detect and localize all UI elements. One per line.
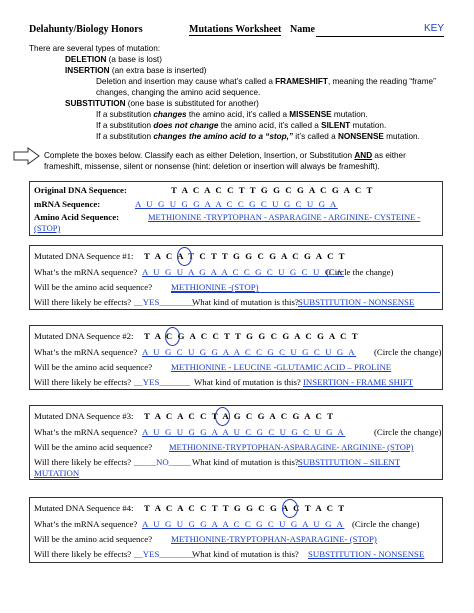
answer-underline <box>171 292 440 293</box>
substitution-def: SUBSTITUTION (one base is substituted for another) <box>65 99 259 108</box>
mutation-4-label: Mutated DNA Sequence #4: <box>34 503 134 513</box>
name-field[interactable] <box>316 24 444 37</box>
name-label: Name <box>290 24 315 35</box>
mrna-question: What’s the mRNA sequence? <box>34 519 138 529</box>
mutation-4-kind[interactable]: SUBSTITUTION - NONSENSE <box>308 549 425 559</box>
nonsense-def: If a substitution changes the amino acid to a “stop,” it’s called a NONSENSE mutation. <box>96 132 420 141</box>
mutation-1-box <box>29 245 443 310</box>
mutation-3-effect[interactable]: _____NO_____ <box>134 457 191 467</box>
effects-question: Will there likely be effects? <box>34 297 132 307</box>
name-value: KEY <box>423 23 444 34</box>
mutation-4-box <box>29 497 443 563</box>
amino-acid-question: Will be the amino acid sequence? <box>34 534 153 544</box>
amino-acid-label: Amino Acid Sequence: <box>34 212 120 222</box>
original-mrna[interactable]: A U G U G G A A C C G C U G C U G A <box>135 199 338 209</box>
effects-question: Will there likely be effects? <box>34 457 132 467</box>
change-circle <box>177 247 192 266</box>
mutation-4-effect[interactable]: __YES________ <box>134 549 195 559</box>
circle-hint: (Circle the change) <box>374 347 442 357</box>
mutation-3-kind[interactable]: SUBSTITUTION – SILENT <box>298 457 401 467</box>
kind-question: What kind of mutation is this? <box>194 377 301 387</box>
silent-def: If a substitution does not change the amino acid, it’s called a SILENT mutation. <box>96 121 387 130</box>
circle-hint: (Circle the change) <box>352 519 420 529</box>
original-dna-label: Original DNA Sequence: <box>34 185 127 195</box>
circle-hint: (Circle the change) <box>374 427 442 437</box>
mutation-2-effect[interactable]: __YES_______ <box>134 377 191 387</box>
insertion-def: INSERTION (an extra base is inserted) <box>65 66 207 75</box>
amino-acid-question: Will be the amino acid sequence? <box>34 282 153 292</box>
frameshift-def-cont: changes, changing the amino acid sequence. <box>96 88 261 97</box>
change-circle <box>282 499 298 518</box>
mutation-4-dna: T A C A C C T T G G C G A C T A C T <box>144 503 346 513</box>
mutation-3-amino-acids[interactable]: METHIONINE-TRYPTOPHAN-ASPARAGINE- ARGININE- (STOP) <box>169 442 414 452</box>
mutation-1-mrna[interactable]: A U G U A G A A C C G C U G C U G A <box>142 267 344 277</box>
mutation-2-box <box>29 325 443 390</box>
original-amino-acids[interactable]: METHIONINE -TRYPTOPHAN - ASPARAGINE - ARGININE- CYSTEINE - <box>148 212 421 222</box>
kind-question: What kind of mutation is this? <box>192 297 299 307</box>
mutation-3-box <box>29 405 443 480</box>
mutation-1-dna: T A C A T C T T G G C G A C G A C T <box>144 251 347 261</box>
circle-hint: (Circle the change) <box>326 267 394 277</box>
mutation-2-amino-acids[interactable]: METHIONINE - LEUCINE -GLUTAMIC ACID – PROLINE <box>171 362 392 372</box>
mrna-question: What’s the mRNA sequence? <box>34 267 138 277</box>
deletion-def: DELETION (a base is lost) <box>65 55 162 64</box>
mutation-2-label: Mutated DNA Sequence #2: <box>34 331 134 341</box>
mutation-1-label: Mutated DNA Sequence #1: <box>34 251 134 261</box>
mrna-question: What’s the mRNA sequence? <box>34 427 138 437</box>
intro-line: There are several types of mutation: <box>29 44 161 53</box>
course-label: Delahunty/Biology Honors <box>29 24 143 35</box>
amino-acid-question: Will be the amino acid sequence? <box>34 442 153 452</box>
amino-acid-question: Will be the amino acid sequence? <box>34 362 153 372</box>
effects-question: Will there likely be effects? <box>34 377 132 387</box>
effects-question: Will there likely be effects? <box>34 549 132 559</box>
instructions: Complete the boxes below. Classify each as either Deletion, Insertion, or Substitution AND as either <box>44 151 406 160</box>
arrow-right-icon <box>13 147 41 165</box>
kind-question: What kind of mutation is this? <box>192 549 299 559</box>
instructions-cont: frameshift, missense, silent or nonsense (hint: deletion or insertion will always be frameshift). <box>44 162 380 171</box>
missense-def: If a substitution changes the amino acid, it’s called a MISSENSE mutation. <box>96 110 368 119</box>
change-circle <box>165 327 180 346</box>
frameshift-def: Deletion and insertion may cause what’s called a FRAMESHIFT, meaning the reading “frame” <box>96 77 436 86</box>
mutation-2-dna: T A C G A C C T T G G C G A C G A C T <box>144 331 360 341</box>
mutation-3-kind-cont[interactable]: MUTATION <box>34 468 80 478</box>
mutation-4-mrna[interactable]: A U G U G G A A C C G C U G A U G A <box>142 519 345 529</box>
original-amino-acids-cont[interactable]: (STOP) <box>34 223 61 233</box>
mutation-1-amino-acids[interactable]: METHIONINE -(STOP) <box>171 282 259 292</box>
mutation-4-amino-acids[interactable]: METHIONINE-TRYPTOPHAN-ASPARAGINE- (STOP) <box>171 534 377 544</box>
original-sequence-box <box>29 181 443 236</box>
mutation-2-mrna[interactable]: A U G C U G G A A C C G C U G C U G A <box>142 347 357 357</box>
original-dna: T A C A C C T T G G C G A C G A C T <box>171 185 374 195</box>
mutation-1-effect[interactable]: __YES________ <box>134 297 195 307</box>
mutation-1-kind[interactable]: SUBSTITUTION - NONSENSE <box>298 297 415 307</box>
mutation-3-mrna[interactable]: A U G U G G A A U C G C U G C U G A <box>142 427 346 437</box>
change-circle <box>215 407 230 426</box>
mrna-label: mRNA Sequence: <box>34 199 101 209</box>
mutation-3-label: Mutated DNA Sequence #3: <box>34 411 134 421</box>
worksheet-title: Mutations Worksheet <box>189 24 282 35</box>
mrna-question: What’s the mRNA sequence? <box>34 347 138 357</box>
kind-question: What kind of mutation is this? <box>192 457 299 467</box>
mutation-2-kind[interactable]: INSERTION - FRAME SHIFT <box>303 377 414 387</box>
mutation-3-dna: T A C A C C T A G C G A C G A C T <box>144 411 335 421</box>
